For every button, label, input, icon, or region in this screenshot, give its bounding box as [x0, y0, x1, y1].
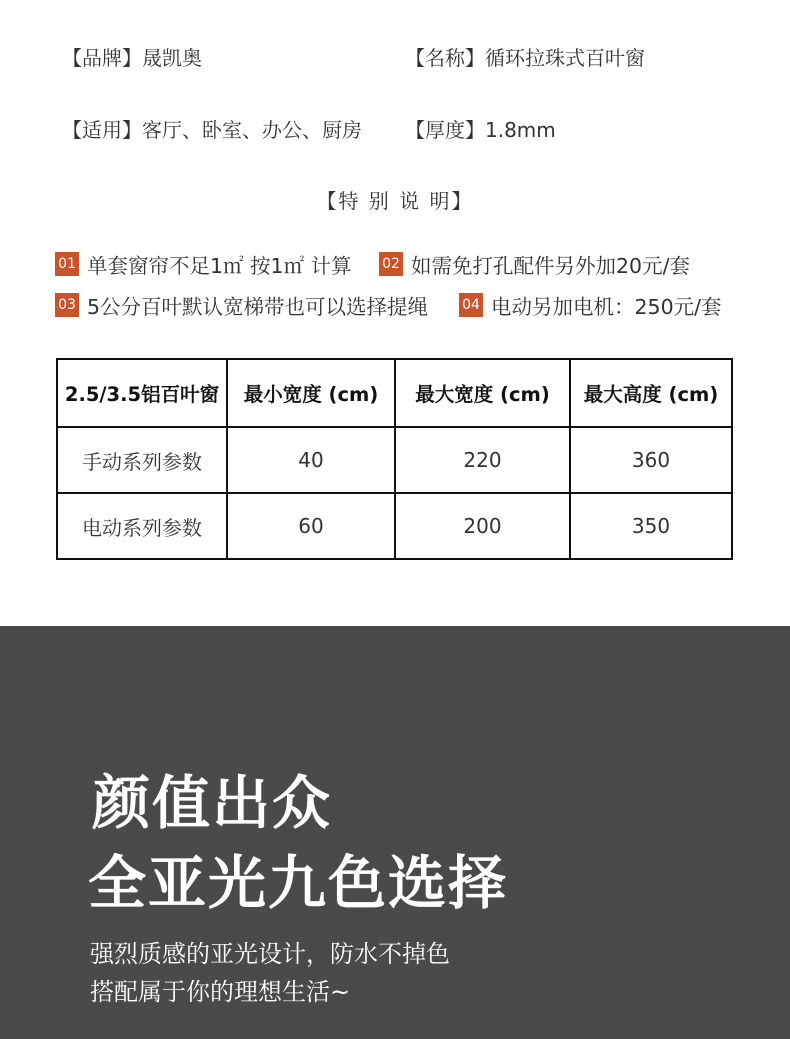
table-cell: 350	[570, 493, 732, 559]
table-cell: 电动系列参数	[57, 493, 227, 559]
promo-headline: 颜值出众	[92, 769, 333, 837]
table-header: 最大宽度 (cm)	[395, 359, 570, 427]
promo-section	[0, 626, 790, 1039]
parameters-table	[56, 358, 733, 560]
table-header: 最小宽度 (cm)	[227, 359, 395, 427]
table-row	[57, 427, 732, 493]
promo-description: 搭配属于你的理想生活~	[90, 978, 351, 1006]
note-item	[379, 249, 690, 279]
table-cell: 200	[395, 493, 570, 559]
promo-description: 强烈质感的亚光设计，防水不掉色	[90, 940, 450, 968]
note-text: 5公分百叶默认宽梯带也可以选择提绳	[87, 295, 429, 319]
note-text: 电动另加电机：250元/套	[491, 295, 722, 319]
note-number-badge: 02	[379, 252, 403, 276]
spec-name: 【名称】循环拉珠式百叶窗	[405, 46, 645, 70]
table-row	[57, 493, 732, 559]
note-number-badge: 01	[55, 252, 79, 276]
table-cell: 60	[227, 493, 395, 559]
table-header-row	[57, 359, 732, 427]
table-cell: 220	[395, 427, 570, 493]
note-number-badge: 03	[55, 293, 79, 317]
table-cell: 手动系列参数	[57, 427, 227, 493]
table-header: 最大高度 (cm)	[570, 359, 732, 427]
spec-thickness: 【厚度】1.8mm	[405, 118, 556, 142]
note-item	[459, 290, 722, 320]
spec-brand: 【品牌】晟凯奥	[62, 46, 202, 70]
note-text: 如需免打孔配件另外加20元/套	[411, 254, 690, 278]
note-text: 单套窗帘不足1㎡ 按1㎡ 计算	[87, 254, 352, 278]
note-item	[55, 290, 428, 320]
table-header: 2.5/3.5铝百叶窗	[57, 359, 227, 427]
note-item	[55, 249, 352, 279]
table-cell: 360	[570, 427, 732, 493]
spec-usage: 【适用】客厅、卧室、办公、厨房	[62, 118, 362, 142]
notes-title: 【特 别 说 明】	[316, 189, 474, 213]
promo-subheadline: 全亚光九色选择	[88, 849, 509, 917]
table-cell: 40	[227, 427, 395, 493]
note-number-badge: 04	[459, 293, 483, 317]
